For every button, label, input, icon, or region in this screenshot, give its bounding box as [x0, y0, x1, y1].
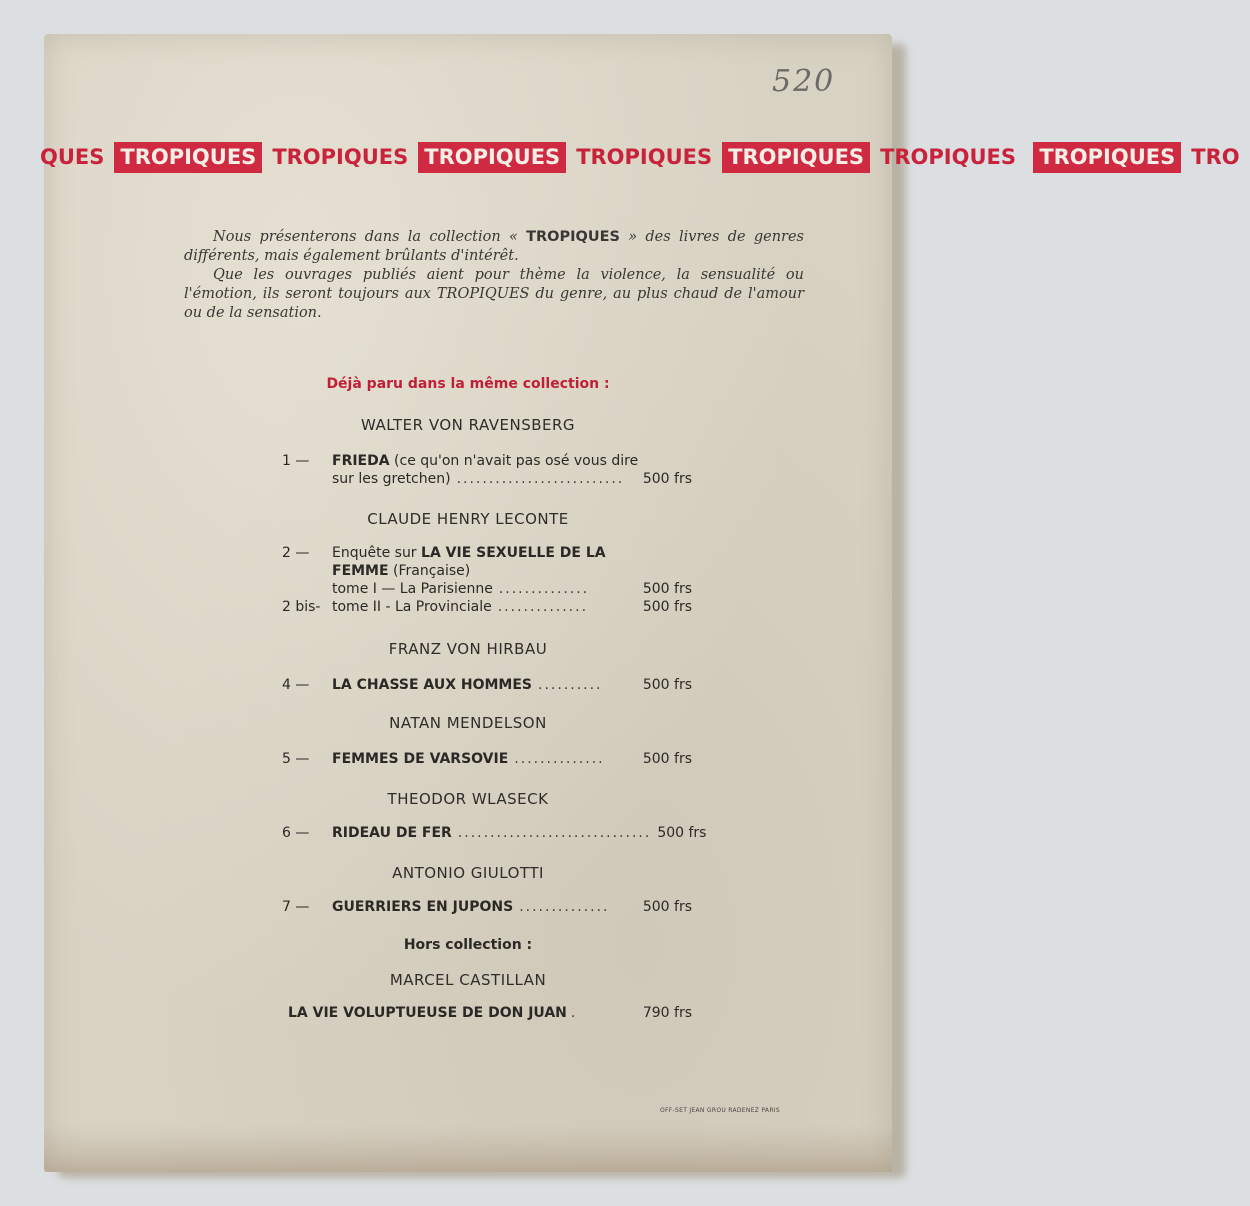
volume-label: tome II - La Provinciale	[332, 599, 492, 615]
banner-word-boxed: TROPIQUES	[418, 142, 566, 173]
volume-label: tome I — La Parisienne	[332, 581, 493, 597]
book-title: FRIEDA	[332, 453, 390, 469]
handwritten-price-note: 520	[772, 64, 836, 99]
book-number: 2 —	[282, 545, 310, 561]
banner-word-partial: TRO	[1191, 145, 1240, 169]
book-title: LA CHASSE AUX HOMMES	[332, 677, 532, 693]
book-subtitle: (ce qu'on n'avait pas osé vous dire	[394, 453, 639, 469]
book-number: 5 —	[282, 751, 310, 767]
book-entry-5	[282, 750, 692, 768]
leader-dots: ..........	[538, 677, 603, 693]
book-price: 500 frs	[642, 899, 692, 915]
leader-dots: ..........................	[456, 471, 625, 487]
book-entry-1	[282, 452, 692, 488]
book-price: 500 frs	[642, 581, 692, 597]
author-name: WALTER VON RAVENSBERG	[360, 416, 576, 434]
author-name: NATAN MENDELSON	[389, 714, 547, 732]
author-name: CLAUDE HENRY LECONTE	[367, 510, 569, 528]
collection-intro	[184, 228, 804, 323]
book-price: 500 frs	[657, 825, 707, 841]
author-name: MARCEL CASTILLAN	[389, 971, 547, 989]
book-number: 7 —	[282, 899, 310, 915]
leader-dots: ..............................	[457, 825, 652, 841]
banner-word: TROPIQUES	[880, 145, 1016, 169]
intro-text: Nous présenterons dans la collection «	[213, 229, 518, 245]
banner-word: TROPIQUES	[576, 145, 713, 169]
book-subtitle-line2: sur les gretchen)	[332, 471, 451, 487]
banner-word-boxed: TROPIQUES	[114, 142, 262, 173]
book-number: 4 —	[282, 677, 310, 693]
book-price: 500 frs	[642, 677, 692, 693]
intro-paragraph-2: Que les ouvrages publiés aient pour thème la violence, la sensualité ou l'émotion, ils seront toujours aux TROPIQUES du genre, au plus chaud de l'amour ou de la sensation.	[184, 267, 804, 321]
already-published-heading: Déjà paru dans la même collection :	[326, 376, 610, 392]
book-entry-7	[282, 898, 692, 916]
book-entry-4	[282, 676, 692, 694]
author-name: FRANZ VON HIRBAU	[388, 640, 548, 658]
author-name: THEODOR WLASECK	[387, 790, 549, 808]
banner-word-boxed: TROPIQUES	[1033, 142, 1181, 173]
leader-dots: .	[570, 1005, 578, 1021]
book-number: 6 —	[282, 825, 310, 841]
book-price: 500 frs	[642, 599, 692, 615]
banner-word: QUES	[40, 145, 105, 169]
book-title: LA VIE SEXUELLE DE LA	[421, 545, 606, 561]
leader-dots: ..............	[514, 751, 605, 767]
book-price: 500 frs	[642, 471, 692, 487]
book-note: (Française)	[393, 563, 471, 579]
tropiques-banner	[34, 142, 1250, 173]
book-back-cover	[40, 34, 1240, 1172]
book-entry-2	[282, 544, 692, 616]
intro-text: » des livres de genres différents, mais également brûlants d'intérêt.	[184, 229, 804, 264]
book-price: 790 frs	[642, 1005, 692, 1021]
book-title: LA VIE VOLUPTUEUSE DE DON JUAN	[288, 1005, 567, 1021]
banner-word: TROPIQUES	[272, 145, 409, 169]
leader-dots: ..............	[497, 599, 589, 615]
leader-dots: ..............	[519, 899, 610, 915]
leader-dots: ..............	[498, 581, 590, 597]
book-pre: Enquête sur	[332, 545, 417, 561]
printer-credit: OFF-SET JEAN GROU RADENEZ PARIS	[660, 1107, 780, 1114]
book-price: 500 frs	[642, 751, 692, 767]
paper-wear	[44, 1124, 892, 1172]
hors-collection-heading: Hors collection :	[403, 937, 533, 953]
book-title: RIDEAU DE FER	[332, 825, 452, 841]
intro-brand: TROPIQUES	[526, 229, 620, 245]
book-number: 2 bis-	[282, 599, 321, 615]
book-number: 1 —	[282, 453, 310, 469]
intro-paragraph-1	[184, 228, 804, 266]
book-entry-hors-collection	[288, 1004, 692, 1022]
book-entry-6	[282, 824, 707, 842]
book-title: FEMMES DE VARSOVIE	[332, 751, 509, 767]
banner-word-boxed: TROPIQUES	[722, 142, 870, 173]
book-title: GUERRIERS EN JUPONS	[332, 899, 514, 915]
book-title-line2: FEMME	[332, 563, 389, 579]
author-name: ANTONIO GIULOTTI	[392, 864, 544, 882]
